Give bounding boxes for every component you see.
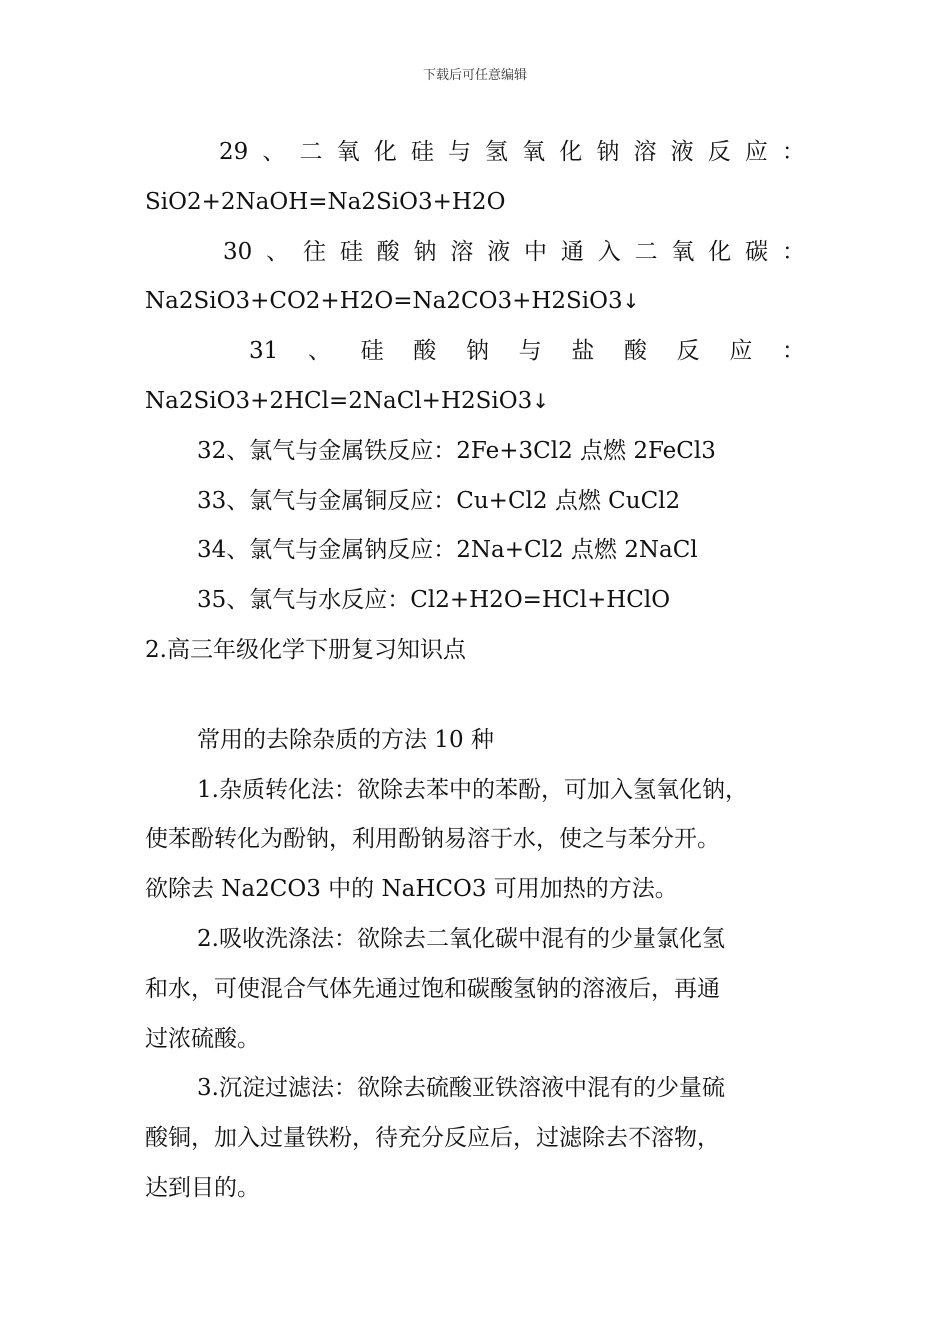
reaction-35: 35、氯气与水反应：Cl2+H2O=HCl+HClO	[197, 587, 671, 614]
heading-token: 氧	[671, 238, 695, 265]
method-1-line-1: 1.杂质转化法：欲除去苯中的苯酚，可加入氢氧化钠，	[197, 776, 748, 803]
equation-text: Na2SiO3+CO2+H2O=Na2CO3+H2SiO3	[145, 288, 623, 315]
heading-token: 酸	[413, 338, 437, 365]
heading-token: 酸	[623, 338, 647, 365]
heading-token: 溶	[450, 238, 474, 265]
heading-token: 碳	[745, 238, 769, 265]
methods-subtitle: 常用的去除杂质的方法 10 种	[197, 726, 494, 753]
reaction-31-heading	[145, 327, 805, 377]
page-header: 下载后可任意编辑	[422, 68, 527, 83]
heading-token: 二	[299, 139, 323, 165]
heading-token: 与	[518, 338, 542, 365]
reaction-29-equation: SiO2+2NaOH=Na2SiO3+H2O	[145, 188, 506, 215]
reaction-30-equation	[145, 277, 805, 327]
heading-token: 钠	[465, 338, 489, 365]
reaction-32: 32、氯气与金属铁反应：2Fe+3Cl2 点燃 2FeCl3	[197, 437, 716, 464]
document-body	[145, 128, 805, 1214]
heading-token: 中	[524, 238, 548, 265]
heading-token: 反	[676, 338, 700, 365]
heading-token: 盐	[571, 338, 595, 365]
heading-token: 、	[307, 338, 331, 365]
heading-token: 氧	[336, 139, 360, 165]
heading-token: 化	[373, 139, 397, 165]
heading-token: 硅	[339, 238, 363, 265]
method-3-line-3: 达到目的。	[145, 1174, 260, 1201]
heading-token: ：	[781, 238, 805, 265]
method-3-line-1: 3.沉淀过滤法：欲除去硫酸亚铁溶液中混有的少量硫	[197, 1075, 725, 1102]
heading-token: 反	[707, 139, 731, 165]
method-2-line-1: 2.吸收洗涤法：欲除去二氧化碳中混有的少量氯化氢	[197, 925, 725, 952]
heading-token: 30	[223, 238, 253, 265]
heading-token: 29	[219, 139, 249, 165]
heading-token: 硅	[410, 139, 434, 165]
section-title: 2.高三年级化学下册复习知识点	[145, 636, 466, 663]
heading-token: 化	[708, 238, 732, 265]
heading-token: 溶	[633, 139, 657, 165]
equation-text: Na2SiO3+2HCl=2NaCl+H2SiO3	[145, 387, 533, 414]
method-1-line-3: 欲除去 Na2CO3 中的 NaHCO3 可用加热的方法。	[145, 876, 678, 903]
heading-token: 化	[559, 139, 583, 165]
heading-token: 钠	[596, 139, 620, 165]
heading-token: ：	[782, 338, 805, 365]
heading-token: 与	[447, 139, 471, 165]
method-2-line-3: 过浓硫酸。	[145, 1025, 260, 1052]
reaction-31-equation	[145, 377, 805, 427]
heading-token: 通	[560, 238, 584, 265]
heading-token: 液	[670, 139, 694, 165]
heading-token: 往	[302, 238, 326, 265]
spacer	[145, 676, 805, 716]
method-1-line-2: 使苯酚转化为酚钠，利用酚钠易溶于水，使之与苯分开。	[145, 826, 720, 853]
heading-token: 31	[249, 338, 279, 365]
heading-token: ：	[781, 139, 805, 165]
reaction-29-heading	[145, 128, 805, 178]
method-2-line-2: 和水，可使混合气体先通过饱和碳酸氢钠的溶液后，再通	[145, 975, 720, 1002]
heading-token: 氧	[522, 139, 546, 165]
heading-token: 应	[729, 338, 753, 365]
reaction-33: 33、氯气与金属铜反应：Cu+Cl2 点燃 CuCl2	[197, 487, 681, 514]
heading-token: 液	[487, 238, 511, 265]
heading-token: 钠	[413, 238, 437, 265]
heading-token: 应	[744, 139, 768, 165]
heading-token: 酸	[376, 238, 400, 265]
heading-token: 氢	[485, 139, 509, 165]
heading-token: 、	[262, 139, 286, 165]
reaction-30-heading	[145, 228, 805, 278]
precipitate-arrow-icon: ↓	[532, 388, 550, 413]
precipitate-arrow-icon: ↓	[622, 289, 640, 314]
heading-token: 硅	[360, 338, 384, 365]
heading-token: 入	[597, 238, 621, 265]
heading-token: 二	[634, 238, 658, 265]
method-3-line-2: 酸铜，加入过量铁粉，待充分反应后，过滤除去不溶物，	[145, 1125, 720, 1152]
reaction-34: 34、氯气与金属钠反应：2Na+Cl2 点燃 2NaCl	[197, 537, 698, 564]
heading-token: 、	[266, 238, 290, 265]
